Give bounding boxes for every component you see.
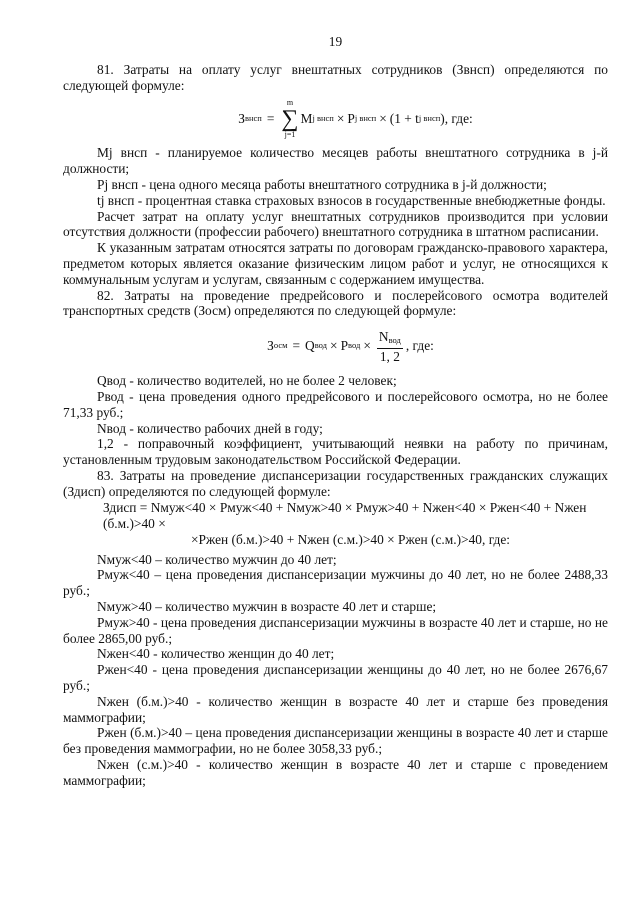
p81-def-m: Mj внсп - планируемое количество месяцев работы внештатного сотрудника в j-й должности;	[63, 145, 608, 177]
f82-frac-num-sub: вод	[388, 334, 401, 345]
f81-sum-bottom: j=1	[284, 130, 296, 140]
p81-def-t: tj внсп - процентная ставка страховых взносов в государственные внебюджетные фонды.	[97, 192, 606, 208]
f82-frac-num	[377, 329, 403, 349]
p83-def-6: Ржен<40 - цена проведения диспансеризации женщины до 40 лет, но не более 2676,67 руб.;	[63, 662, 608, 693]
p82-def-q: Qвод - количество водителей, но не более 2 человек;	[97, 373, 397, 389]
p81-intro: 81. Затраты на оплату услуг внештатных сотрудников (Звнсп) определяются по следующей формуле:	[63, 61, 608, 93]
f81-paren-open: (1 + t	[389, 111, 419, 127]
p82-def-n: Nвод - количество рабочих дней в году;	[97, 420, 323, 436]
f82-tail: , где:	[405, 338, 434, 354]
f82-frac-num-var: N	[378, 328, 389, 344]
p82-intro: 82. Затраты на проведение предрейсового и послерейсового осмотра водителей транспортных средств (Зосм) определяются по следующей формуле:	[63, 287, 608, 319]
p82-def-p: Pвод - цена проведения одного предрейсового и послерейсового осмотра, но не более 71,33 руб.;	[63, 388, 608, 420]
p82-def-coef: 1,2 - поправочный коэффициент, учитывающий неявки на работу по причинам, установленным трудовым законодательством Российской Федерации.	[63, 436, 608, 468]
f81-paren-close: ), где:	[440, 111, 473, 127]
f81-sum-top: m	[286, 98, 294, 108]
f82-term1: Q	[305, 338, 315, 354]
f81-lhs-sub: внсп	[244, 113, 262, 124]
f83-line1: Здисп = Nмуж<40 × Рмуж<40 + Nмуж>40 × Рмуж>40 + Nжен<40 × Ржен<40 + Nжен (б.м.)>40 ×	[103, 499, 587, 531]
f82-lhs-sub: осм	[273, 340, 288, 351]
p83-def-1: Nмуж<40 – количество мужчин до 40 лет;	[97, 551, 337, 567]
f82-fraction	[377, 329, 403, 364]
p83-def-5: Nжен<40 - количество женщин до 40 лет;	[97, 646, 335, 662]
p83-def-7: Nжен (б.м.)>40 - количество женщин в возрасте 40 лет и старше без проведения маммографии;	[63, 693, 608, 725]
p83-def-2: Рмуж<40 – цена проведения диспансеризации мужчины до 40 лет, но не более 2488,33 руб.;	[63, 567, 608, 599]
f83-lines	[103, 500, 608, 548]
p81-text2: К указанным затратам относятся затраты по договорам гражданско-правового характера, предметом которых является оказание физическим лицом работ и услуг, не относящихся к коммунальным услугам и услугам, связанным с содержанием имущества.	[63, 240, 608, 287]
p81-text1: Расчет затрат на оплату услуг внештатных сотрудников производится при условии отсутствия должности (профессии рабочего) внештатного сотрудника в штатном расписании.	[63, 208, 608, 240]
formula-81	[103, 97, 608, 141]
p83-intro: 83. Затраты на проведение диспансеризации государственных гражданских служащих (Здисп) определяются по следующей формуле:	[63, 467, 608, 499]
f82-term2: P	[340, 338, 349, 354]
f82-lhs: З	[267, 338, 274, 354]
f81-term1: M	[300, 111, 313, 127]
p83-def-8: Ржен (б.м.)>40 – цена проведения диспансеризации женщины в возрасте 40 лет и старше без проведения маммографии, но не более 3058,33 руб.;	[63, 725, 608, 757]
f81-term1-sub: j внсп	[312, 113, 334, 124]
f81-times1: ×	[336, 111, 345, 127]
sigma-icon: ∑	[281, 106, 299, 133]
f81-term2-sub: j внсп	[354, 113, 377, 124]
f82-times1: ×	[330, 338, 338, 354]
f83-line2: ×Ржен (б.м.)>40 + Nжен (с.м.)>40 × Ржен (с.м.)>40, где:	[191, 531, 510, 547]
f82-term2-sub: вод	[348, 340, 361, 351]
f81-term2: P	[347, 111, 355, 127]
f82-frac-den: 1, 2	[379, 348, 400, 364]
p83-def-9: Nжен (с.м.)>40 - количество женщин в возрасте 40 лет и старше с проведением маммографии;	[63, 756, 608, 788]
p83-def-3: Nмуж>40 – количество мужчин в возрасте 40 лет и старше;	[97, 598, 437, 614]
page-number: 19	[328, 34, 343, 49]
f81-eq: =	[266, 111, 275, 127]
f82-term1-sub: вод	[314, 340, 328, 351]
f81-sum	[281, 98, 298, 140]
f82-times2: ×	[363, 338, 371, 354]
formula-82	[93, 323, 608, 369]
formula-83	[63, 499, 608, 547]
f82-eq: =	[292, 338, 301, 354]
p81-def-p: Pj внсп - цена одного месяца работы внештатного сотрудника в j-й должности;	[97, 176, 547, 192]
p83-def-4: Рмуж>40 - цена проведения диспансеризации мужчины в возрасте 40 лет и старше, но не более 2865,00 руб.;	[63, 614, 608, 646]
f81-lhs: З	[238, 111, 245, 127]
f81-term3-sub: j внсп	[418, 113, 441, 124]
f81-times2: ×	[379, 111, 387, 127]
